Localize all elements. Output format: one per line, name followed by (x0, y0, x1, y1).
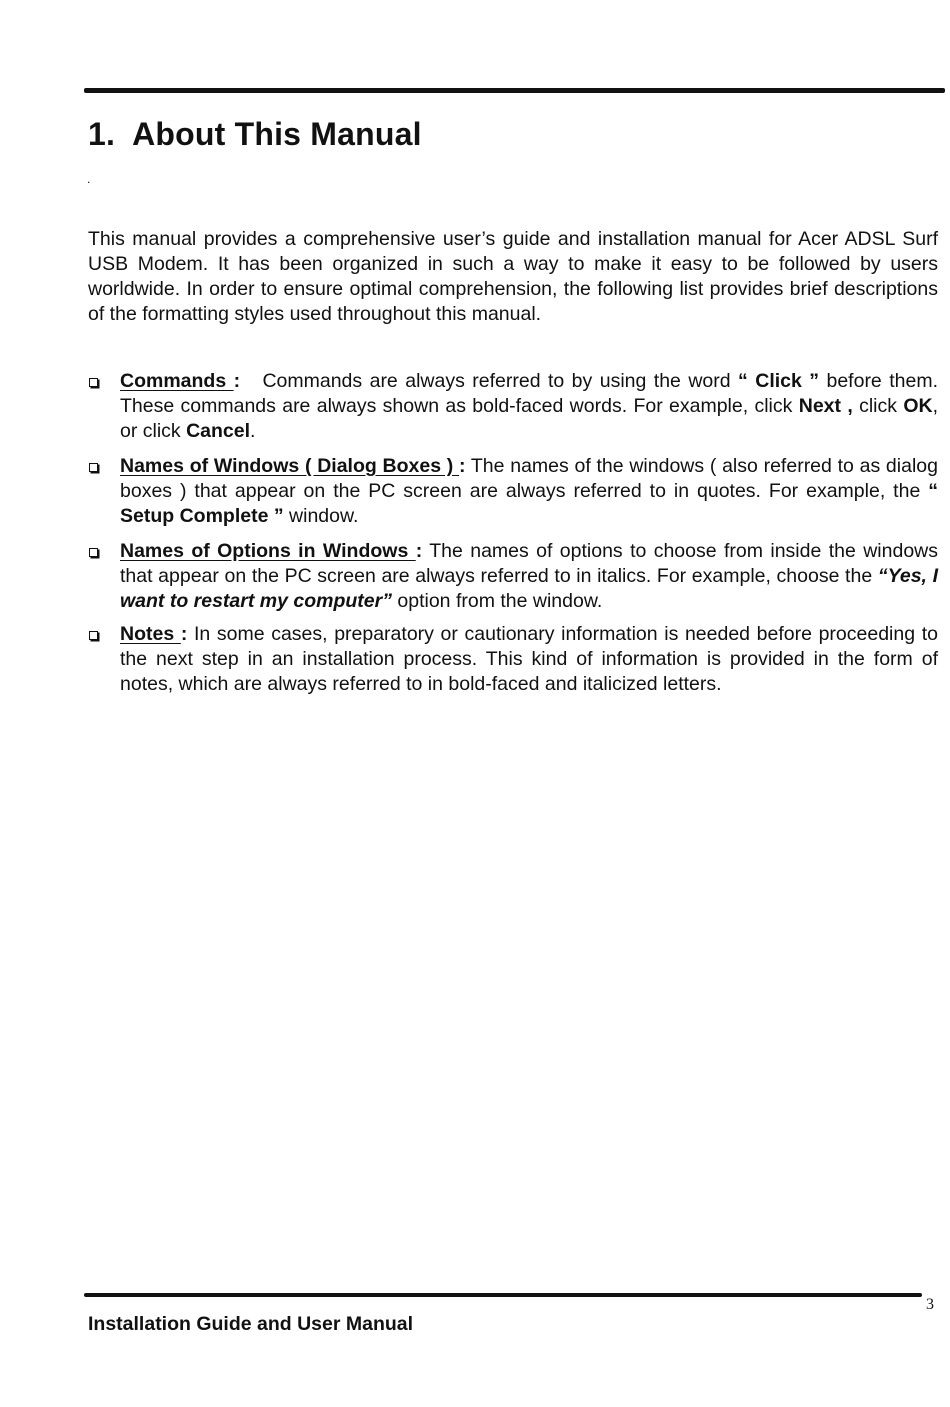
item-text-part: before them. These commands are always shown as bold-faced words. For example, click (120, 370, 938, 417)
footer-title: Installation Guide and User Manual (88, 1313, 414, 1335)
stray-mark: . (87, 172, 91, 186)
item-separator: : (415, 540, 423, 562)
item-text-part: . (250, 420, 256, 442)
item-emphasis-setup-complete: “ Setup Complete ” (120, 480, 938, 527)
item-text-part: option from the window. (391, 590, 603, 612)
section-title: About This Manual (132, 116, 422, 152)
intro-paragraph: This manual provides a comprehensive user’s guide and installation manual for Acer ADSL Surf USB Modem. It has been organized in such a way to make it easy to be followed by users worldwide. In order to ensure optimal comprehension, the following list provides brief descriptions of the formatting styles used throughout this manual. (88, 228, 938, 325)
list-item-text (120, 454, 938, 529)
list-item-notes (88, 622, 938, 697)
item-emphasis-click: “ Click ” (738, 370, 820, 392)
checkbox-bullet-icon (89, 463, 98, 472)
list-item-option-names (88, 539, 938, 614)
checkbox-bullet-icon (89, 378, 98, 387)
list-item-text (120, 539, 938, 614)
item-label: Notes (120, 623, 181, 645)
item-emphasis-next: Next , (798, 395, 853, 417)
section-number: 1. (88, 116, 116, 152)
item-separator: : (233, 370, 241, 392)
item-separator: : (459, 455, 466, 477)
item-text-part: The names of the windows ( also referred to as dialog boxes ) that appear on the PC screen are always referred to in quotes. For example, the (120, 455, 938, 502)
section-heading (88, 116, 422, 153)
checkbox-bullet-icon (89, 631, 98, 640)
item-text-part: click (852, 395, 904, 417)
item-emphasis-cancel: Cancel (186, 420, 251, 442)
item-label: Names of Options in Windows (120, 540, 416, 562)
page-number: 3 (926, 1296, 934, 1313)
formatting-styles-list (88, 369, 938, 707)
list-item-commands (88, 369, 938, 444)
item-text-part: Commands are always referred to by using the word (262, 370, 739, 392)
list-item-window-names (88, 454, 938, 529)
item-emphasis-ok: OK (903, 395, 933, 417)
item-text-part: , or click (120, 395, 938, 442)
footer-rule (84, 1293, 922, 1297)
item-text-part: In some cases, preparatory or cautionary information is needed before proceeding to the next step in an installation process. This kind of information is provided in the form of notes, which are always referred to in bold-faced and italicized letters. (120, 623, 938, 695)
item-label: Names of Windows ( Dialog Boxes ) (120, 455, 460, 477)
item-text-part: window. (283, 505, 359, 527)
checkbox-bullet-icon (89, 548, 98, 557)
item-label: Commands (120, 370, 234, 392)
list-item-text (120, 622, 938, 697)
item-separator: : (180, 623, 188, 645)
header-rule (84, 88, 945, 93)
item-emphasis-restart-option: “Yes, I want to restart my computer” (120, 565, 939, 612)
list-item-text (120, 369, 938, 444)
item-text-part: The names of options to choose from inside the windows that appear on the PC screen are always referred to in italics. For example, choose the (120, 540, 938, 587)
